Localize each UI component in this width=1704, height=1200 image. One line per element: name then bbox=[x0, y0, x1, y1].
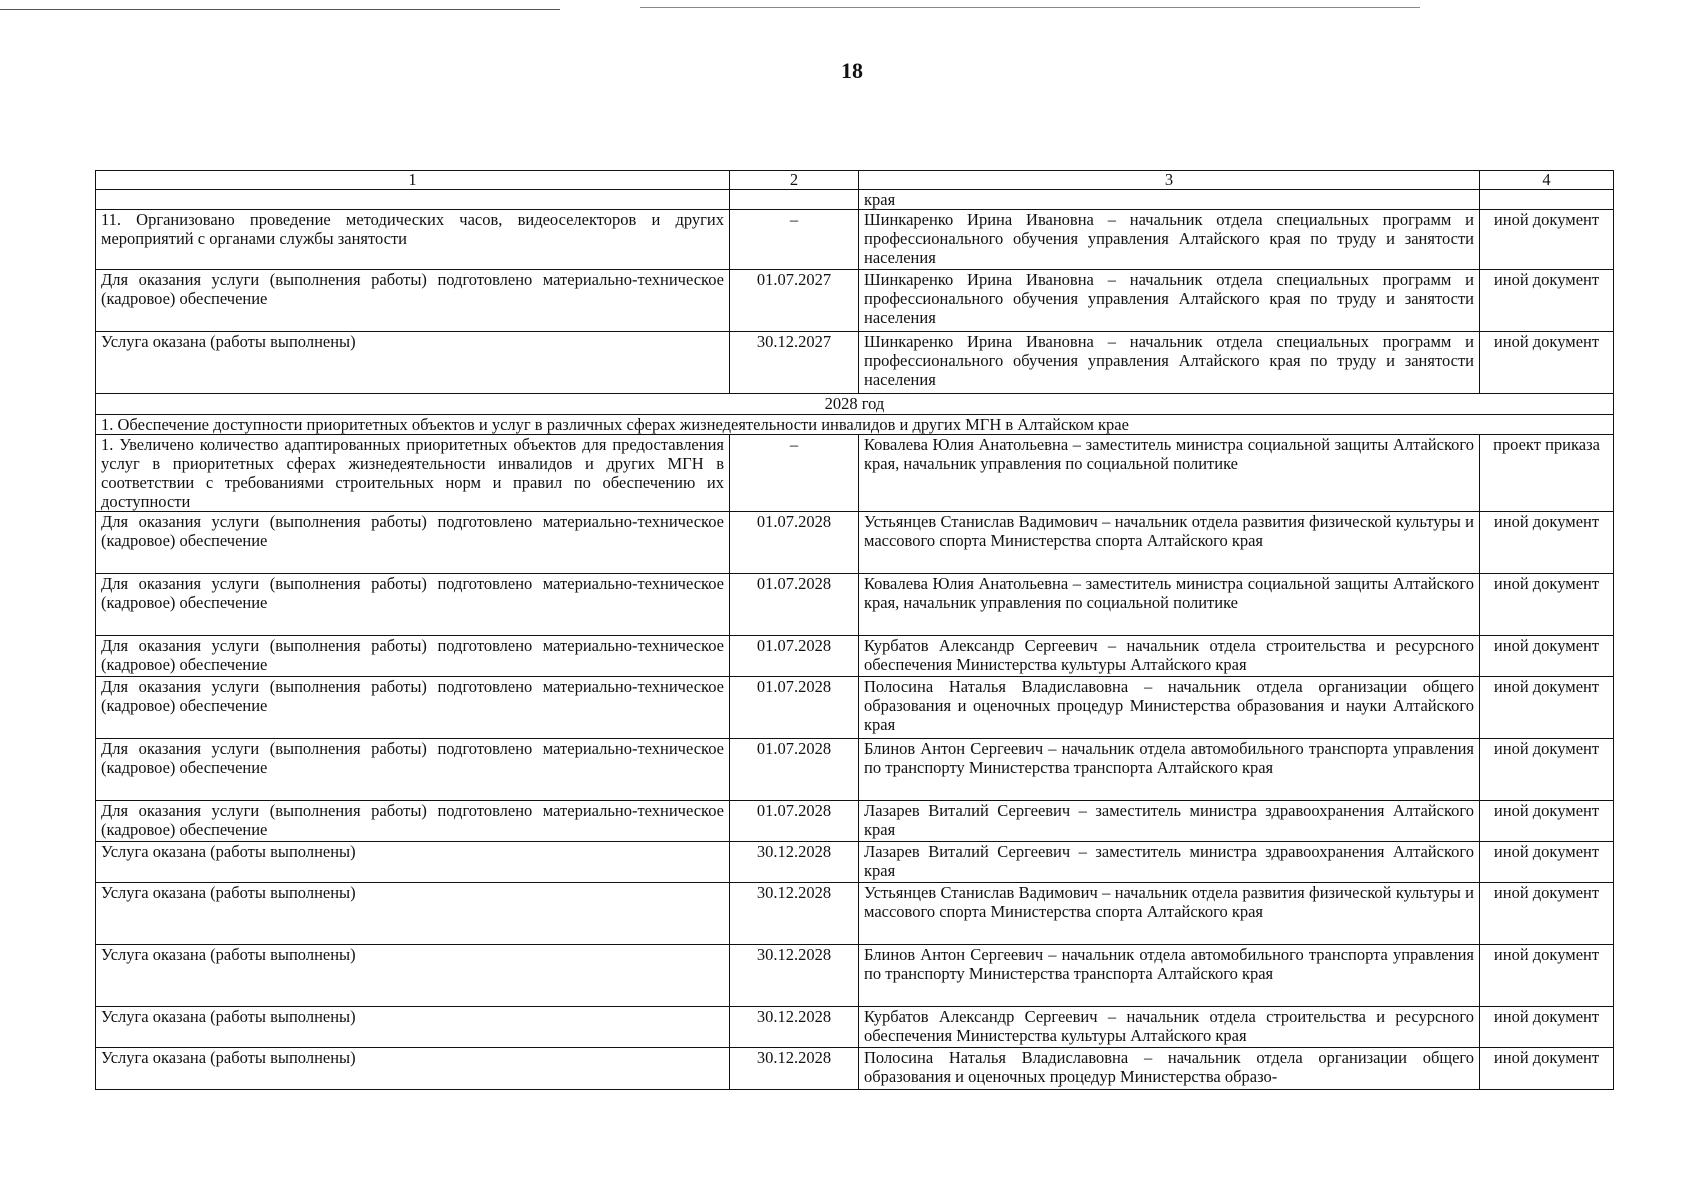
section-heading: 1. Обеспечение доступности приоритетных объектов и услуг в различных сферах жизнедеятельности инвалидов и других МГН в Алтайском крае bbox=[96, 415, 1614, 435]
header-cell-3: 3 bbox=[859, 171, 1480, 190]
date-cell bbox=[730, 190, 859, 210]
table-row bbox=[96, 677, 1614, 739]
date-cell: 30.12.2028 bbox=[730, 945, 859, 1007]
document-type-cell: иной документ bbox=[1480, 801, 1614, 842]
responsible-cell: Шинкаренко Ирина Ивановна – начальник отдела специальных программ и профессионального обучения управления Алтайского края по труду и занятости населения bbox=[859, 332, 1480, 394]
item-cell: Для оказания услуги (выполнения работы) подготовлено материально-техническое (кадровое) обеспечение bbox=[96, 636, 730, 677]
header-row bbox=[96, 171, 1614, 190]
document-type-cell: иной документ bbox=[1480, 842, 1614, 883]
responsible-cell: Блинов Антон Сергеевич – начальник отдела автомобильного транспорта управления по транспорту Министерства транспорта Алтайского края bbox=[859, 945, 1480, 1007]
responsible-cell: края bbox=[859, 190, 1480, 210]
responsible-cell: Полосина Наталья Владиславовна – начальник отдела организации общего образования и оценочных процедур Министерства образования и науки Алтайского края bbox=[859, 677, 1480, 739]
item-cell: Для оказания услуги (выполнения работы) подготовлено материально-техническое (кадровое) обеспечение bbox=[96, 801, 730, 842]
table-row bbox=[96, 842, 1614, 883]
table-row bbox=[96, 945, 1614, 1007]
item-cell: 11. Организовано проведение методических часов, видеоселекторов и других мероприятий с органами службы занятости bbox=[96, 210, 730, 270]
document-type-cell: иной документ bbox=[1480, 1048, 1614, 1090]
date-cell: 30.12.2028 bbox=[730, 842, 859, 883]
document-type-cell: иной документ bbox=[1480, 739, 1614, 801]
date-cell: 30.12.2028 bbox=[730, 1007, 859, 1048]
document-type-cell: иной документ bbox=[1480, 1007, 1614, 1048]
responsible-cell: Полосина Наталья Владиславовна – начальник отдела организации общего образования и оценочных процедур Министерства образо- bbox=[859, 1048, 1480, 1090]
date-cell: 30.12.2027 bbox=[730, 332, 859, 394]
date-cell: 01.07.2028 bbox=[730, 636, 859, 677]
responsible-cell: Ковалева Юлия Анатольевна – заместитель министра социальной защиты Алтайского края, начальник управления по социальной политике bbox=[859, 435, 1480, 512]
table-row bbox=[96, 332, 1614, 394]
table-row bbox=[96, 739, 1614, 801]
table-row bbox=[96, 636, 1614, 677]
responsible-cell: Шинкаренко Ирина Ивановна – начальник отдела специальных программ и профессионального обучения управления Алтайского края по труду и занятости населения bbox=[859, 210, 1480, 270]
scan-speck bbox=[1058, 1086, 1061, 1087]
item-cell: Услуга оказана (работы выполнены) bbox=[96, 842, 730, 883]
responsible-cell: Устьянцев Станислав Вадимович – начальник отдела развития физической культуры и массового спорта Министерства спорта Алтайского края bbox=[859, 883, 1480, 945]
responsible-cell: Шинкаренко Ирина Ивановна – начальник отдела специальных программ и профессионального обучения управления Алтайского края по труду и занятости населения bbox=[859, 270, 1480, 332]
responsible-cell: Курбатов Александр Сергеевич – начальник отдела строительства и ресурсного обеспечения Министерства культуры Алтайского края bbox=[859, 1007, 1480, 1048]
responsible-cell: Ковалева Юлия Анатольевна – заместитель министра социальной защиты Алтайского края, начальник управления по социальной политике bbox=[859, 574, 1480, 636]
document-type-cell bbox=[1480, 190, 1614, 210]
date-cell: 30.12.2028 bbox=[730, 883, 859, 945]
table-row bbox=[96, 270, 1614, 332]
item-cell: Услуга оказана (работы выполнены) bbox=[96, 1007, 730, 1048]
table-row bbox=[96, 883, 1614, 945]
header-cell-1: 1 bbox=[96, 171, 730, 190]
page-number: 18 bbox=[841, 58, 863, 83]
date-cell: 01.07.2028 bbox=[730, 512, 859, 574]
table-row bbox=[96, 801, 1614, 842]
table-row bbox=[96, 210, 1614, 270]
year-heading: 2028 год bbox=[96, 394, 1614, 415]
document-type-cell: иной документ bbox=[1480, 883, 1614, 945]
document-type-cell: иной документ bbox=[1480, 677, 1614, 739]
table-row bbox=[96, 574, 1614, 636]
date-cell: – bbox=[730, 210, 859, 270]
document-type-cell: иной документ bbox=[1480, 636, 1614, 677]
scan-edge-line-left bbox=[0, 9, 560, 10]
date-cell: 30.12.2028 bbox=[730, 1048, 859, 1090]
header-cell-4: 4 bbox=[1480, 171, 1614, 190]
document-type-cell: иной документ bbox=[1480, 210, 1614, 270]
document-table bbox=[95, 170, 1614, 1090]
table-row bbox=[96, 435, 1614, 512]
document-type-cell: иной документ bbox=[1480, 332, 1614, 394]
responsible-cell: Курбатов Александр Сергеевич – начальник отдела строительства и ресурсного обеспечения Министерства культуры Алтайского края bbox=[859, 636, 1480, 677]
date-cell: 01.07.2028 bbox=[730, 801, 859, 842]
item-cell: Услуга оказана (работы выполнены) bbox=[96, 332, 730, 394]
table-row bbox=[96, 1048, 1614, 1090]
date-cell: 01.07.2027 bbox=[730, 270, 859, 332]
header-cell-2: 2 bbox=[730, 171, 859, 190]
item-cell: Услуга оказана (работы выполнены) bbox=[96, 1048, 730, 1090]
document-type-cell: иной документ bbox=[1480, 512, 1614, 574]
table-row bbox=[96, 1007, 1614, 1048]
section-row bbox=[96, 415, 1614, 435]
date-cell: – bbox=[730, 435, 859, 512]
document-type-cell: иной документ bbox=[1480, 945, 1614, 1007]
responsible-cell: Блинов Антон Сергеевич – начальник отдела автомобильного транспорта управления по транспорту Министерства транспорта Алтайского края bbox=[859, 739, 1480, 801]
responsible-cell: Лазарев Виталий Сергеевич – заместитель министра здравоохранения Алтайского края bbox=[859, 801, 1480, 842]
date-cell: 01.07.2028 bbox=[730, 739, 859, 801]
date-cell: 01.07.2028 bbox=[730, 677, 859, 739]
item-cell bbox=[96, 190, 730, 210]
date-cell: 01.07.2028 bbox=[730, 574, 859, 636]
table-body bbox=[96, 171, 1614, 1090]
item-cell: Для оказания услуги (выполнения работы) подготовлено материально-техническое (кадровое) обеспечение bbox=[96, 574, 730, 636]
item-cell: Для оказания услуги (выполнения работы) подготовлено материально-техническое (кадровое) обеспечение bbox=[96, 270, 730, 332]
item-cell: Услуга оказана (работы выполнены) bbox=[96, 883, 730, 945]
item-cell: 1. Увеличено количество адаптированных приоритетных объектов для предоставления услуг в приоритетных сферах жизнедеятельности инвалидов и других МГН в соответствии с требованиями строительных норм и правил по обеспечению их доступности bbox=[96, 435, 730, 512]
item-cell: Для оказания услуги (выполнения работы) подготовлено материально-техническое (кадровое) обеспечение bbox=[96, 739, 730, 801]
document-type-cell: иной документ bbox=[1480, 270, 1614, 332]
table-row bbox=[96, 190, 1614, 210]
item-cell: Услуга оказана (работы выполнены) bbox=[96, 945, 730, 1007]
responsible-cell: Устьянцев Станислав Вадимович – начальник отдела развития физической культуры и массового спорта Министерства спорта Алтайского края bbox=[859, 512, 1480, 574]
responsible-cell: Лазарев Виталий Сергеевич – заместитель министра здравоохранения Алтайского края bbox=[859, 842, 1480, 883]
year-row bbox=[96, 394, 1614, 415]
item-cell: Для оказания услуги (выполнения работы) подготовлено материально-техническое (кадровое) обеспечение bbox=[96, 677, 730, 739]
item-cell: Для оказания услуги (выполнения работы) подготовлено материально-техническое (кадровое) обеспечение bbox=[96, 512, 730, 574]
scan-edge-line-right bbox=[640, 7, 1420, 8]
document-type-cell: проект приказа bbox=[1480, 435, 1614, 512]
table-row bbox=[96, 512, 1614, 574]
document-type-cell: иной документ bbox=[1480, 574, 1614, 636]
